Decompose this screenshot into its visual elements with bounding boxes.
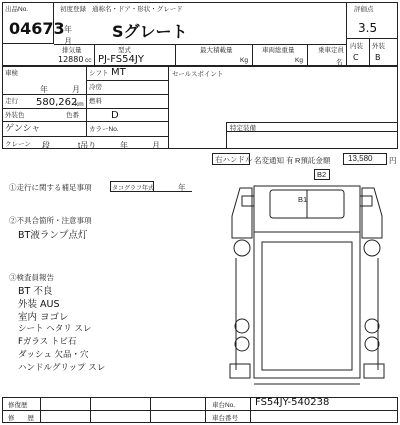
wheel-rl-2 xyxy=(235,337,249,351)
body-color-value: ゲンシャ xyxy=(5,124,41,134)
wheel-rr-2 xyxy=(365,337,379,351)
info-col-b xyxy=(168,66,169,149)
score-divider xyxy=(346,38,398,39)
lot-label: 出品No. xyxy=(5,6,29,13)
fuel-label: 燃料 xyxy=(89,98,102,105)
tacho-year: 年 xyxy=(178,183,186,192)
sales-point-label: セールスポイント xyxy=(172,71,224,78)
crane-month: 月 xyxy=(152,141,160,150)
spec-col1 xyxy=(94,44,95,66)
chassis-label: 車台No. xyxy=(212,402,236,409)
interior-value: C xyxy=(353,53,359,62)
displacement-unit: cc xyxy=(85,57,92,64)
ac-label: 冷房 xyxy=(89,84,102,91)
score-value: 3.5 xyxy=(358,21,378,35)
special-equip-label: 特定装備 xyxy=(230,125,256,132)
color-no-label: 色番 xyxy=(66,112,79,119)
wheel-fl xyxy=(234,240,250,256)
info-col-a xyxy=(86,66,87,136)
repair-label: 修復歴 xyxy=(8,402,28,409)
bed-inner xyxy=(262,242,352,370)
wheel-fr xyxy=(364,240,380,256)
mileage-label: 走行 xyxy=(5,98,18,105)
info-row-1 xyxy=(2,94,168,95)
grade-name: Sグレート xyxy=(112,22,188,41)
spec-col2 xyxy=(175,44,176,66)
note3-item: Fガラス トビ石 xyxy=(18,337,77,347)
recycle-unit: 円 xyxy=(389,156,397,165)
mileage-unit: km xyxy=(75,101,84,108)
info-sub-2 xyxy=(86,108,168,109)
capacity-unit: 名 xyxy=(336,59,343,66)
model-code-value: PJ-FS54JY xyxy=(98,54,144,65)
note3-item: BT 不良 xyxy=(18,286,53,297)
info-row-3 xyxy=(2,136,168,137)
crane-stage: 段 xyxy=(42,141,50,150)
note3-item: ハンドルグリップ スレ xyxy=(18,363,106,373)
recycle-value: 13,580 xyxy=(348,154,373,163)
steering-value: 右ハンドル xyxy=(215,155,253,164)
first-reg-label: 初度登録 xyxy=(60,6,86,13)
score-label: 評価点 xyxy=(354,6,374,13)
max-load-label: 最大積載量 xyxy=(200,47,233,54)
repair-label-2: 修 歴 xyxy=(8,415,34,422)
footer-col-2 xyxy=(90,397,91,423)
tail-right xyxy=(364,364,384,378)
note2-title: ②不具合箇所・注意事項 xyxy=(9,216,92,225)
note1-title: ①走行に関する補足事項 xyxy=(9,183,92,192)
tacho-line xyxy=(154,191,192,192)
damage-mark-b2-text: B2 xyxy=(317,170,327,179)
shift-label: シフト xyxy=(89,70,109,77)
body-color-label: 外装色 xyxy=(5,112,25,119)
lot-number: 04673 xyxy=(9,19,65,38)
footer-col-5 xyxy=(250,397,251,423)
shift-value: MT xyxy=(111,67,126,78)
transfer-label: 名変通知 xyxy=(254,156,284,165)
first-reg-month: 月 xyxy=(64,37,72,46)
exterior-value: B xyxy=(375,53,381,62)
capacity-label: 乗車定員 xyxy=(318,47,344,54)
note3-item: ダッシュ 欠品・穴 xyxy=(18,350,89,360)
body-outline xyxy=(254,232,360,378)
inspection-year: 年 xyxy=(40,85,48,94)
special-col xyxy=(226,122,227,149)
note3-item: 室内 ヨゴレ xyxy=(18,312,69,323)
exterior-label: 外装 xyxy=(372,43,385,50)
spec-col3 xyxy=(252,44,253,66)
recycle-label: R預託金額 xyxy=(295,156,331,165)
spec-col4 xyxy=(307,44,308,66)
chassis-value: FS54JY-540238 xyxy=(255,397,330,408)
color-no-label-2: カラーNo. xyxy=(89,126,119,133)
first-reg-year: 年 xyxy=(64,25,72,34)
displacement-value: 12880 xyxy=(58,55,84,64)
tail-left xyxy=(230,364,250,378)
score-split xyxy=(369,38,370,66)
crane-year: 年 xyxy=(120,141,128,150)
total-weight-label: 車両総重量 xyxy=(262,47,295,54)
note3-title: ③検査員報告 xyxy=(9,273,54,282)
note3-item: シート ヘタリ スレ xyxy=(18,324,92,334)
footer-col-1 xyxy=(40,397,41,423)
inspection-month: 月 xyxy=(72,85,80,94)
model-code-label: 型式 xyxy=(118,47,131,54)
note2-item: BT液ランプ点灯 xyxy=(18,230,88,241)
crane-hook: t吊り xyxy=(78,141,97,150)
transfer-value: 有 xyxy=(286,156,294,165)
model-label: 通称名・ドア・形状・グレード xyxy=(92,6,183,13)
vin-label: 車台番号 xyxy=(212,415,238,422)
info-sub-3 xyxy=(2,108,86,109)
interior-label: 内装 xyxy=(350,43,363,50)
info-sub-1 xyxy=(86,80,168,81)
damage-mark-b1-text: B1 xyxy=(298,195,308,204)
displacement-label: 排気量 xyxy=(62,47,82,54)
wheel-rl-1 xyxy=(235,319,249,333)
tacho-label: タコグラフ年式 xyxy=(112,186,155,192)
note3-item: 外装 AUS xyxy=(18,299,60,310)
fuel-value: D xyxy=(111,110,119,121)
footer-col-3 xyxy=(150,397,151,423)
wheel-rr-1 xyxy=(365,319,379,333)
max-load-unit: Kg xyxy=(240,57,248,64)
footer-col-4 xyxy=(205,397,206,423)
crane-label: クレーン xyxy=(5,141,31,148)
total-weight-unit: Kg xyxy=(295,57,303,64)
footer-row xyxy=(2,410,398,411)
mileage-value: 580,262 xyxy=(36,97,78,108)
inspection-label: 車検 xyxy=(5,70,18,77)
